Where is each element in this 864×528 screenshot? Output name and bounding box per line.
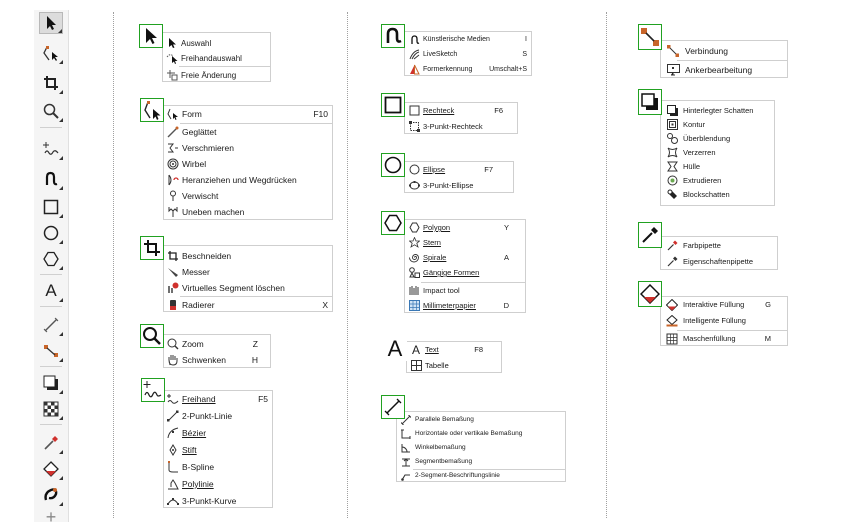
add-tool-icon: + <box>45 506 57 527</box>
flyout-item-impact-tool[interactable]: Impact tool <box>405 283 525 298</box>
star-icon <box>405 236 423 250</box>
three-point-ellipse-icon <box>405 179 423 193</box>
effects-group-tile[interactable] <box>638 89 662 115</box>
impact-tool-icon <box>405 284 423 298</box>
flyout-item-polygon[interactable]: Polygon Y <box>405 220 525 235</box>
attract-repel-icon <box>164 173 182 187</box>
flyout-item-spirale[interactable]: Spirale A <box>405 250 525 265</box>
interactive-fill-icon <box>43 461 59 477</box>
crop-flyout <box>163 245 333 312</box>
flyout-item-3-punkt-ellipse[interactable]: 3-Punkt-Ellipse <box>405 178 513 193</box>
two-point-line-icon <box>164 409 182 423</box>
smudge-icon <box>164 189 182 203</box>
flyout-item-virtuelles-segment-loschen[interactable]: Virtuelles Segment löschen <box>164 280 332 296</box>
flyout-item-livesketch[interactable]: LiveSketch S <box>405 47 531 61</box>
virtual-segment-delete-icon <box>164 281 182 295</box>
flyout-item-bezier[interactable]: Bézier <box>164 425 272 441</box>
interactive-fill-icon <box>640 284 660 304</box>
pick-arrow-icon <box>143 27 159 45</box>
shape-recognition-icon <box>405 62 423 76</box>
transparency-icon <box>43 401 59 417</box>
shape-node-icon <box>142 100 162 120</box>
shape-tool-button[interactable] <box>39 42 63 64</box>
pick-tool-button[interactable] <box>39 12 63 34</box>
interactive-fill-tool-button[interactable] <box>39 458 63 480</box>
artistic-media-flyout <box>404 31 532 76</box>
flyout-item-messer[interactable]: Messer <box>164 264 332 280</box>
common-shapes-icon <box>405 266 423 280</box>
interactive-fill-icon <box>661 298 683 312</box>
connector-icon <box>640 27 660 47</box>
polyline-icon <box>164 477 182 491</box>
flyout-item-tabelle[interactable]: Tabelle <box>407 358 501 373</box>
flyout-item-hulle[interactable]: Hülle <box>661 159 774 173</box>
flyout-item-rechteck[interactable]: Rechteck F6 <box>405 103 517 118</box>
eyedropper-icon <box>641 226 659 244</box>
hv-dimension-icon <box>397 427 415 441</box>
segment-dimension-icon <box>397 455 415 469</box>
pick-arrow-icon <box>163 36 181 50</box>
flyout-item-form[interactable]: Form F10 <box>164 106 332 122</box>
flyout-item-freihand[interactable]: Freihand F5 <box>164 391 272 407</box>
anchor-edit-icon <box>661 63 685 77</box>
rectangle-icon <box>384 96 402 114</box>
zoom-icon <box>43 103 59 119</box>
b-spline-icon <box>164 460 182 474</box>
flyout-item-hinterlegter-schatten[interactable]: Hinterlegter Schatten <box>661 103 774 117</box>
flyout-item-2-punkt-linie[interactable]: 2-Punkt-Linie <box>164 408 272 424</box>
smear-icon <box>164 141 182 155</box>
toolbox <box>34 10 69 527</box>
dimension-flyout <box>396 411 566 482</box>
dimension-tool-button[interactable] <box>39 314 63 336</box>
flyout-item-stift[interactable]: Stift <box>164 442 272 458</box>
transparency-tool-button[interactable] <box>39 398 63 420</box>
add-tool-button[interactable] <box>39 506 63 528</box>
ellipse-group-tile[interactable] <box>381 153 405 177</box>
graph-paper-icon <box>405 299 423 313</box>
flyout-item-millimeterpapier[interactable]: Millimeterpapier D <box>405 298 525 313</box>
envelope-icon <box>661 159 683 173</box>
callout-icon <box>397 469 415 483</box>
flyout-item-parallele-bemassung[interactable]: Parallele Bemaßung <box>397 413 565 426</box>
crop-icon <box>43 75 59 91</box>
flyout-item-freie-anderung[interactable]: Freie Änderung <box>163 67 270 83</box>
shape-flyout <box>163 105 333 220</box>
rectangle-group-tile[interactable] <box>381 93 405 117</box>
knife-icon <box>164 265 182 279</box>
freehand-pick-icon <box>163 51 181 65</box>
crop-group-tile[interactable] <box>140 236 164 260</box>
roughen-icon <box>164 205 182 219</box>
fill-group-tile[interactable] <box>638 281 662 307</box>
curve-flyout <box>163 390 273 508</box>
drop-shadow-tool-button[interactable] <box>39 372 63 394</box>
flyout-item-blockschatten[interactable]: Blockschatten <box>661 187 774 201</box>
zoom-group-tile[interactable] <box>140 324 164 348</box>
connector-group-tile[interactable] <box>638 24 662 50</box>
text-flyout <box>406 341 502 373</box>
flyout-item-3-punkt-rechteck[interactable]: 3-Punkt-Rechteck <box>405 119 517 134</box>
column-divider <box>606 12 607 518</box>
polygon-icon <box>405 221 423 235</box>
crop-tool-button[interactable] <box>39 72 63 94</box>
flyout-item-verbindung[interactable]: Verbindung <box>661 42 787 59</box>
connector-tool-button[interactable] <box>39 340 63 362</box>
ellipse-icon <box>43 225 59 241</box>
polygon-tool-button[interactable] <box>39 248 63 270</box>
flyout-item-winkelbemassung[interactable]: Winkelbemaßung <box>397 441 565 454</box>
text-icon: A <box>387 336 403 361</box>
column-divider <box>347 12 348 518</box>
block-shadow-icon <box>661 187 683 201</box>
spiral-icon <box>405 251 423 265</box>
connector-icon <box>43 343 59 359</box>
flyout-item-uberblendung[interactable]: Überblendung <box>661 131 774 145</box>
flyout-item-auswahl[interactable]: Auswahl <box>163 35 270 51</box>
flyout-item-verzerren[interactable]: Verzerren <box>661 145 774 159</box>
shape-node-icon <box>42 45 60 61</box>
smooth-icon <box>164 125 182 139</box>
crop-icon <box>164 249 182 263</box>
polygon-group-tile[interactable] <box>381 211 405 235</box>
flyout-item-maschenfullung[interactable]: Maschenfüllung M <box>661 331 787 346</box>
extrude-icon <box>661 173 683 187</box>
free-transform-icon <box>163 68 181 82</box>
shape-node-icon <box>164 107 182 121</box>
livesketch-icon <box>405 47 423 61</box>
three-point-rectangle-icon <box>405 120 423 134</box>
flyout-item-2-segment-beschriftungslinie[interactable]: 2-Segment-Beschriftungslinie <box>397 469 565 482</box>
pick-group-tile[interactable] <box>139 24 163 48</box>
flyout-item-ellipse[interactable]: Ellipse F7 <box>405 162 513 177</box>
flyout-item-uneben-machen[interactable]: Uneben machen <box>164 204 332 220</box>
connector-icon <box>661 44 685 58</box>
curve-group-tile[interactable] <box>141 378 165 402</box>
flyout-item-radierer[interactable]: Radierer X <box>164 297 332 313</box>
artistic-media-icon <box>405 32 423 46</box>
zoom-icon <box>142 326 162 346</box>
eyedropper-icon <box>43 435 59 451</box>
dimension-icon <box>384 398 402 416</box>
eyedropper-group-tile[interactable] <box>638 222 662 248</box>
twirl-icon <box>164 157 182 171</box>
dimension-group-tile[interactable] <box>381 395 405 419</box>
attributes-eyedropper-icon <box>661 255 683 269</box>
flyout-item-polylinie[interactable]: Polylinie <box>164 476 272 492</box>
flyout-item-eigenschaftenpipette[interactable]: Eigenschaftenpipette <box>661 254 777 269</box>
flyout-item-freihandauswahl[interactable]: Freihandauswahl <box>163 50 270 66</box>
freehand-icon <box>43 141 59 157</box>
flyout-item-formerkennung[interactable]: Formerkennung Umschalt+S <box>405 62 531 76</box>
rectangle-tool-button[interactable] <box>39 196 63 218</box>
artistic-media-tool-button[interactable] <box>39 168 63 190</box>
ellipse-icon <box>384 156 402 174</box>
zoom-flyout <box>163 334 271 368</box>
effects-flyout <box>660 100 775 206</box>
text-icon: A <box>45 281 57 300</box>
drop-shadow-icon <box>641 93 659 111</box>
polygon-icon <box>384 214 402 232</box>
smart-fill-icon <box>43 487 59 503</box>
flyout-item-gangige-formen[interactable]: Gängige Formen <box>405 265 525 280</box>
flyout-item-3-punkt-kurve[interactable]: 3-Punkt-Kurve <box>164 493 272 509</box>
pick-flyout <box>162 32 271 82</box>
pick-arrow-icon <box>44 15 58 31</box>
smart-fill-tool-button[interactable] <box>39 484 63 506</box>
blend-icon <box>661 131 683 145</box>
text-tool-button[interactable] <box>39 280 63 302</box>
polygon-flyout <box>404 219 526 313</box>
flyout-item-extrudieren[interactable]: Extrudieren <box>661 173 774 187</box>
artistic-media-icon <box>383 26 403 46</box>
flyout-item-ankerbearbeitung[interactable]: Ankerbearbeitung <box>661 61 787 78</box>
flyout-item-kunstlerische-medien[interactable]: Künstlerische Medien I <box>405 32 531 46</box>
rectangle-icon <box>405 104 423 118</box>
flyout-item-kontur[interactable]: Kontur <box>661 117 774 131</box>
bezier-icon <box>164 426 182 440</box>
color-eyedropper-icon <box>661 239 683 253</box>
shape-group-tile[interactable] <box>140 98 164 122</box>
text-group-tile[interactable] <box>383 337 407 361</box>
flyout-item-verwischt[interactable]: Verwischt <box>164 188 332 204</box>
flyout-item-geglattet[interactable]: Geglättet <box>164 124 332 140</box>
distort-icon <box>661 145 683 159</box>
polygon-icon <box>43 251 59 267</box>
fill-flyout <box>660 296 788 346</box>
ellipse-icon <box>405 163 423 177</box>
connector-flyout <box>660 40 788 78</box>
freehand-tool-button[interactable] <box>39 138 63 160</box>
artistic-media-icon <box>43 171 59 187</box>
rectangle-icon <box>43 199 59 215</box>
three-point-curve-icon <box>164 494 182 508</box>
freehand-icon <box>143 380 163 400</box>
flyout-item-wirbel[interactable]: Wirbel <box>164 156 332 172</box>
zoom-icon <box>164 337 182 351</box>
crop-icon <box>143 239 161 257</box>
flyout-item-stern[interactable]: Stern <box>405 235 525 250</box>
pen-icon <box>164 443 182 457</box>
drop-shadow-icon <box>661 103 683 117</box>
flyout-item-intelligente-fullung[interactable]: Intelligente Füllung <box>661 313 787 328</box>
smart-fill-icon <box>661 314 683 328</box>
ellipse-flyout <box>404 161 514 193</box>
flyout-item-segmentbemassung[interactable]: Segmentbemaßung <box>397 455 565 468</box>
drop-shadow-icon <box>43 375 59 391</box>
eyedropper-tool-button[interactable] <box>39 432 63 454</box>
flyout-item-interaktive-fullung[interactable]: Interaktive Füllung G <box>661 297 787 312</box>
flyout-item-farbpipette[interactable]: Farbpipette <box>661 238 777 253</box>
artistic-media-group-tile[interactable] <box>381 24 405 48</box>
eraser-icon <box>164 298 182 312</box>
angular-dimension-icon <box>397 441 415 455</box>
flyout-item-verschmieren[interactable]: Verschmieren <box>164 140 332 156</box>
pan-hand-icon <box>164 353 182 367</box>
contour-icon <box>661 117 683 131</box>
flyout-item-b-spline[interactable]: B-Spline <box>164 459 272 475</box>
flyout-item-beschneiden[interactable]: Beschneiden <box>164 248 332 264</box>
rectangle-flyout <box>404 102 518 134</box>
zoom-tool-button[interactable] <box>39 100 63 122</box>
mesh-fill-icon <box>661 332 683 346</box>
eyedropper-flyout <box>660 236 778 270</box>
dimension-icon <box>43 317 59 333</box>
flyout-item-schwenken[interactable]: Schwenken H <box>164 352 270 368</box>
freehand-icon <box>164 392 182 406</box>
ellipse-tool-button[interactable] <box>39 222 63 244</box>
flyout-item-zoom[interactable]: Zoom Z <box>164 336 270 352</box>
flyout-item-heranziehen-und-wegdrucken[interactable]: Heranziehen und Wegdrücken <box>164 172 332 188</box>
text-icon: A <box>411 342 420 357</box>
column-divider <box>113 12 114 518</box>
flyout-item-horizontale-oder-vertikale-bemassung[interactable]: Horizontale oder vertikale Bemaßung <box>397 427 565 440</box>
flyout-item-text[interactable]: A Text F8 <box>407 342 501 357</box>
table-icon <box>407 359 425 373</box>
